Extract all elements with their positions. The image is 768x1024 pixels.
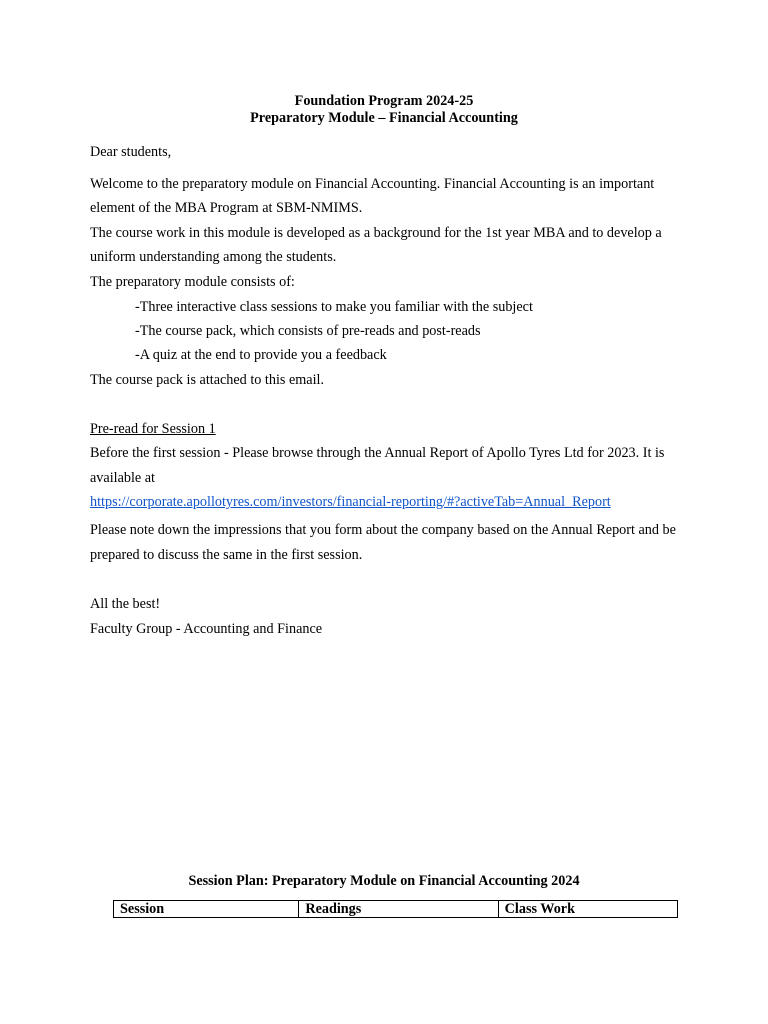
attachment-note: The course pack is attached to this email. [90, 372, 325, 388]
preread-line-2: available at [90, 470, 155, 486]
impressions-note-line-1: Please note down the impressions that you form about the company based on the Annual Report and be [90, 522, 676, 538]
session-plan-table [113, 900, 678, 918]
module-item-quiz: -A quiz at the end to provide you a feedback [135, 347, 387, 363]
column-header-readings: Readings [299, 901, 498, 918]
module-item-sessions: -Three interactive class sessions to make you familiar with the subject [135, 299, 533, 315]
document-subtitle: Preparatory Module – Financial Accounting [250, 110, 518, 126]
module-consists-intro: The preparatory module consists of: [90, 274, 295, 290]
impressions-note-line-2: prepared to discuss the same in the first session. [90, 547, 363, 563]
intro-paragraph-line-1: Welcome to the preparatory module on Financial Accounting. Financial Accounting is an important [90, 176, 655, 192]
column-header-class-work: Class Work [498, 901, 677, 918]
document-title: Foundation Program 2024-25 [294, 93, 474, 109]
session-plan-title: Session Plan: Preparatory Module on Financial Accounting 2024 [188, 873, 580, 889]
intro-paragraph-line-2: element of the MBA Program at SBM-NMIMS. [90, 200, 363, 216]
greeting: Dear students, [90, 144, 172, 160]
preread-line-1: Before the first session - Please browse through the Annual Report of Apollo Tyres Ltd for 2023. It is [90, 445, 665, 461]
signoff: All the best! [90, 596, 161, 612]
signature: Faculty Group - Accounting and Finance [90, 621, 323, 637]
column-header-session: Session [114, 901, 299, 918]
coursework-paragraph-line-1: The course work in this module is developed as a background for the 1st year MBA and to develop a [90, 225, 662, 241]
preread-heading: Pre-read for Session 1 [90, 421, 216, 437]
table-header-row [114, 901, 678, 918]
module-item-course-pack: -The course pack, which consists of pre-reads and post-reads [135, 323, 481, 339]
coursework-paragraph-line-2: uniform understanding among the students. [90, 249, 337, 265]
annual-report-link[interactable]: https://corporate.apollotyres.com/investors/financial-reporting/#?activeTab=Annual_Report [90, 494, 611, 510]
